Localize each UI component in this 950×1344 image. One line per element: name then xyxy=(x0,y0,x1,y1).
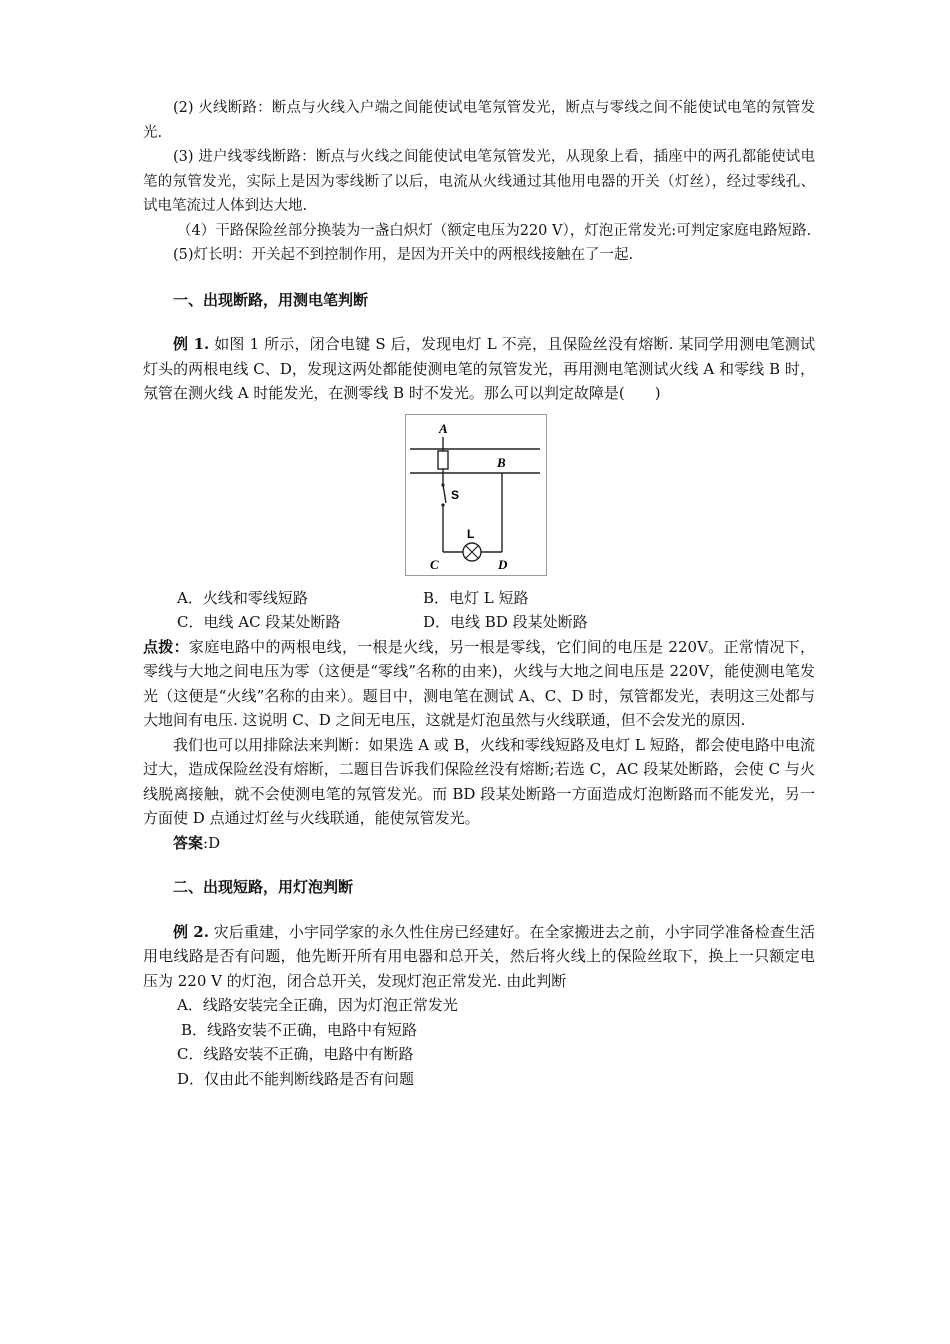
option-a[interactable]: A．火线和零线短路 xyxy=(177,588,308,607)
switch-blade xyxy=(443,485,446,503)
hint-label: 点拨： xyxy=(143,637,189,656)
label-d: D xyxy=(498,556,508,572)
example2-option-d[interactable]: D．仅由此不能判断线路是否有问题 xyxy=(177,1069,415,1088)
example1-options-row2 xyxy=(143,610,815,635)
section1-heading: 一、出现断路，用测电笔判断 xyxy=(173,290,369,309)
circuit-figure xyxy=(405,414,547,576)
section2-heading: 二、出现短路，用灯泡判断 xyxy=(173,878,354,896)
label-c: C xyxy=(430,556,439,572)
answer-value: :D xyxy=(203,833,221,852)
example1-text: 如图 1 所示，闭合电键 S 后，发现电灯 L 不亮，且保险丝没有熔断. 某同学用测电笔测试灯头的两根电线 C、D，发现这两处都能使测电笔的氖管发光，再用测电笔测试火线 A 和零线 B 时，氖管在测火线 A 时能发光，在测零线 B 时不发光。那么可以判定故障是( ) xyxy=(143,335,815,402)
example2-text: 灾后重建，小宇同学家的永久性住房已经建好。在全家搬进去之前，小宇同学准备检查生活用电线路是否有问题，他先断开所有用电器和总开关，然后将火线上的保险丝取下，换上一只额定电压为 220 V 的灯泡，闭合总开关，发现灯泡正常发光. 由此判断 xyxy=(143,922,815,990)
intro-paragraph-3: (3) 进户线零线断路：断点与火线之间能使试电笔氖管发光，从现象上看，插座中的两孔都能使试电笔的氖管发光，实际上是因为零线断了以后，电流从火线通过其他用电器的开关（灯丝），经过零线孔、试电笔流过人体到达大地. xyxy=(143,149,815,214)
example1-options-row1 xyxy=(143,586,815,611)
label-l: L xyxy=(467,526,475,541)
intro-paragraph-2: (2) 火线断路：断点与火线入户端之间能使试电笔氖管发光，断点与零线之间不能使试电笔的氖管发光. xyxy=(143,100,815,141)
option-d[interactable]: D．电线 BD 段某处断路 xyxy=(423,613,588,631)
example2-option-a[interactable]: A．线路安装完全正确，因为灯泡正常发光 xyxy=(177,996,458,1014)
option-b[interactable]: B．电灯 L 短路 xyxy=(423,588,529,607)
fuse-symbol xyxy=(438,451,448,469)
example2-label: 例 2. xyxy=(173,922,209,941)
circuit-diagram xyxy=(406,415,546,575)
intro-paragraph-5: (5)灯长明：开关起不到控制作用，是因为开关中的两根线接触在了一起. xyxy=(173,247,634,263)
option-c[interactable]: C．电线 AC 段某处断路 xyxy=(177,613,341,631)
intro-paragraph-4: （4）干路保险丝部分换装为一盏白炽灯（额定电压为220 V），灯泡正常发光:可判定家庭电路短路. xyxy=(177,222,812,239)
example1-label: 例 1. xyxy=(173,335,210,353)
elimination-paragraph: 我们也可以用排除法来判断：如果选 A 或 B，火线和零线短路及电灯 L 短路，都会使电路中电流过大，造成保险丝没有熔断，二题目告诉我们保险丝没有熔断;若选 C，AC 段某处断路，会使 C 与火线脱离接触，就不会使测电笔的氖管发光。而 BD 段某处断路一方面造成灯泡断路而不能发光，另一方面使 D 点通过灯丝与火线联通，能使氖管发光。 xyxy=(143,735,815,827)
answer-line xyxy=(143,831,815,856)
document-page xyxy=(143,96,815,1091)
example2-option-c[interactable]: C．线路安装不正确，电路中有断路 xyxy=(177,1045,414,1063)
example1-paragraph xyxy=(143,332,815,406)
label-s: S xyxy=(451,487,460,502)
switch-contact-top xyxy=(441,483,444,486)
hint-text: 家庭电路中的两根电线，一根是火线，另一根是零线，它们间的电压是 220V。正常情况下，零线与大地之间电压为零（这便是“零线”名称的由来)，火线与大地之间电压是 220V，能使测电笔发光（这便是“火线”名称的由来）。题目中，测电笔在测试 A、C、D 时，氖管都发光，表明这三处都与大地间有电压. 这说明 C、D 之间无电压，这就是灯泡虽然与火线联通，但不会发光的原因. xyxy=(143,637,815,729)
answer-label: 答案 xyxy=(173,833,204,852)
example2-paragraph xyxy=(143,920,815,994)
label-a: A xyxy=(439,420,448,436)
label-b: B xyxy=(497,454,506,470)
hint-paragraph xyxy=(143,635,815,733)
example2-option-b[interactable]: B．线路安装不正确，电路中有短路 xyxy=(181,1020,418,1039)
